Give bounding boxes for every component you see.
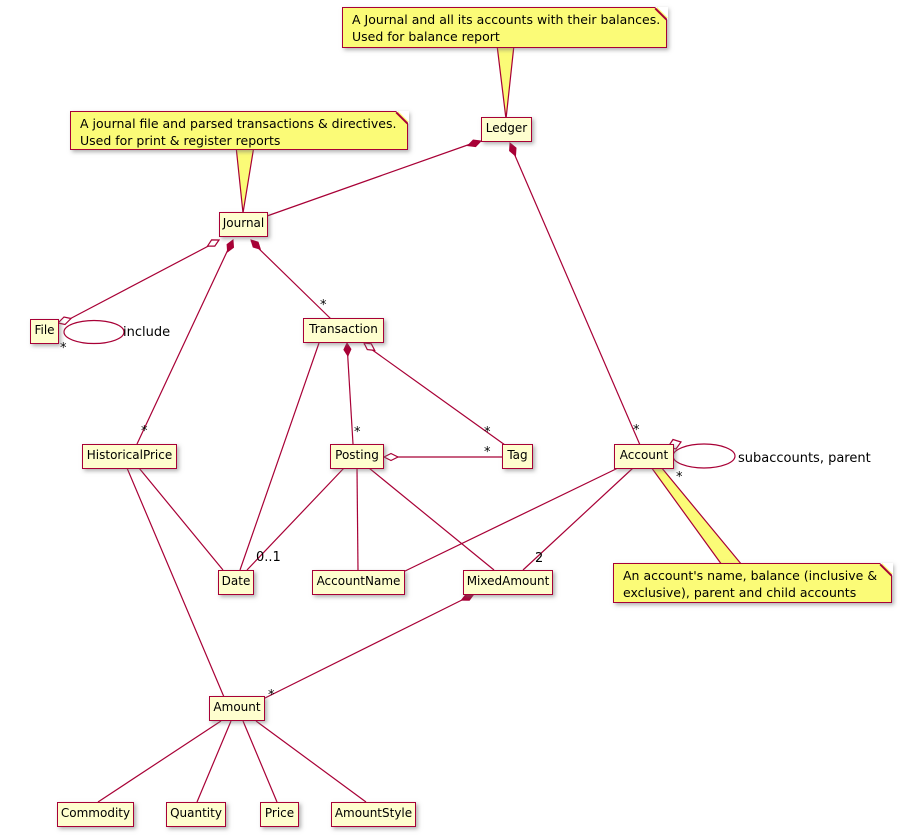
multiplicity-ledger-account: * — [633, 423, 640, 438]
class-file: File — [30, 319, 59, 344]
class-quantity: Quantity — [166, 802, 226, 827]
multiplicity-file-include: * — [60, 341, 67, 356]
class-amount: Amount — [209, 696, 265, 721]
class-commodity: Commodity — [57, 802, 134, 827]
note-journal — [70, 111, 408, 150]
self-loop-account-subaccounts — [673, 444, 735, 468]
note-account — [613, 563, 892, 603]
note-ledger — [342, 7, 667, 48]
aggregation-diamond-transaction-tag — [364, 343, 375, 350]
multiplicity-account-mixedamount: 2 — [535, 551, 544, 566]
multiplicity-mixedamount-amount: * — [268, 688, 275, 703]
multiplicity-posting-tag: * — [484, 445, 491, 460]
edge-ledger-journal — [267, 141, 479, 216]
edge-account-accountname — [403, 468, 618, 572]
self-loop-file-include — [64, 321, 124, 344]
edge-ledger-account — [510, 144, 640, 445]
edge-posting-mixedamount — [369, 468, 494, 570]
note-pointer-journal — [236, 146, 254, 213]
edge-journal-transaction — [251, 241, 331, 319]
class-posting: Posting — [330, 444, 384, 469]
label-include: include — [123, 325, 171, 340]
class-journal: Journal — [219, 212, 268, 237]
aggregation-diamond-posting-tag — [384, 454, 398, 461]
class-mixedamount: MixedAmount — [463, 570, 553, 595]
class-amountstyle: AmountStyle — [331, 802, 416, 827]
multiplicity-account-subaccounts: * — [676, 470, 683, 485]
note-journal-line1: A journal file and parsed transactions & directives. — [80, 116, 397, 131]
note-pointer-account — [651, 467, 742, 565]
note-pointer-ledger — [497, 45, 514, 119]
note-ledger-line2: Used for balance report — [352, 29, 500, 44]
composition-diamond-ledger-journal — [468, 140, 481, 147]
multiplicity-transaction: * — [320, 298, 327, 313]
label-subaccounts-parent: subaccounts, parent — [738, 451, 871, 466]
note-journal-line2: Used for print & register reports — [80, 133, 281, 148]
composition-diamond-journal-historicalprice — [227, 240, 233, 252]
edge-mixedamount-amount — [263, 596, 470, 699]
note-account-line2: exclusive), parent and child accounts — [623, 585, 857, 600]
class-account: Account — [614, 444, 674, 469]
class-tag: Tag — [502, 444, 533, 469]
edge-transaction-posting — [347, 344, 353, 444]
edge-posting-accountname — [357, 468, 358, 570]
edge-historicalprice-amount — [127, 468, 224, 697]
edge-historicalprice-date — [139, 468, 223, 570]
aggregation-diamond-journal-file — [208, 240, 220, 246]
composition-diamond-transaction-posting — [344, 343, 351, 356]
multiplicity-historicalprice: * — [141, 424, 148, 439]
class-date: Date — [218, 570, 254, 595]
aggregation-diamond-file-selfloop — [58, 317, 71, 325]
class-ledger: Ledger — [481, 117, 532, 142]
multiplicity-posting: * — [354, 425, 361, 440]
edge-journal-historicalprice — [137, 241, 232, 444]
class-historicalprice: HistoricalPrice — [82, 444, 177, 469]
note-ledger-line1: A Journal and all its accounts with their balances. — [352, 12, 661, 27]
composition-diamond-ledger-account — [510, 143, 516, 156]
class-price: Price — [260, 802, 299, 827]
note-account-line1: An account's name, balance (inclusive & — [623, 568, 878, 583]
class-transaction: Transaction — [303, 318, 384, 343]
class-accountname: AccountName — [312, 570, 405, 595]
multiplicity-posting-date: 0..1 — [256, 550, 281, 565]
multiplicity-transaction-tag: * — [484, 425, 491, 440]
composition-diamond-journal-transaction — [251, 240, 260, 249]
edge-journal-file — [62, 241, 218, 323]
